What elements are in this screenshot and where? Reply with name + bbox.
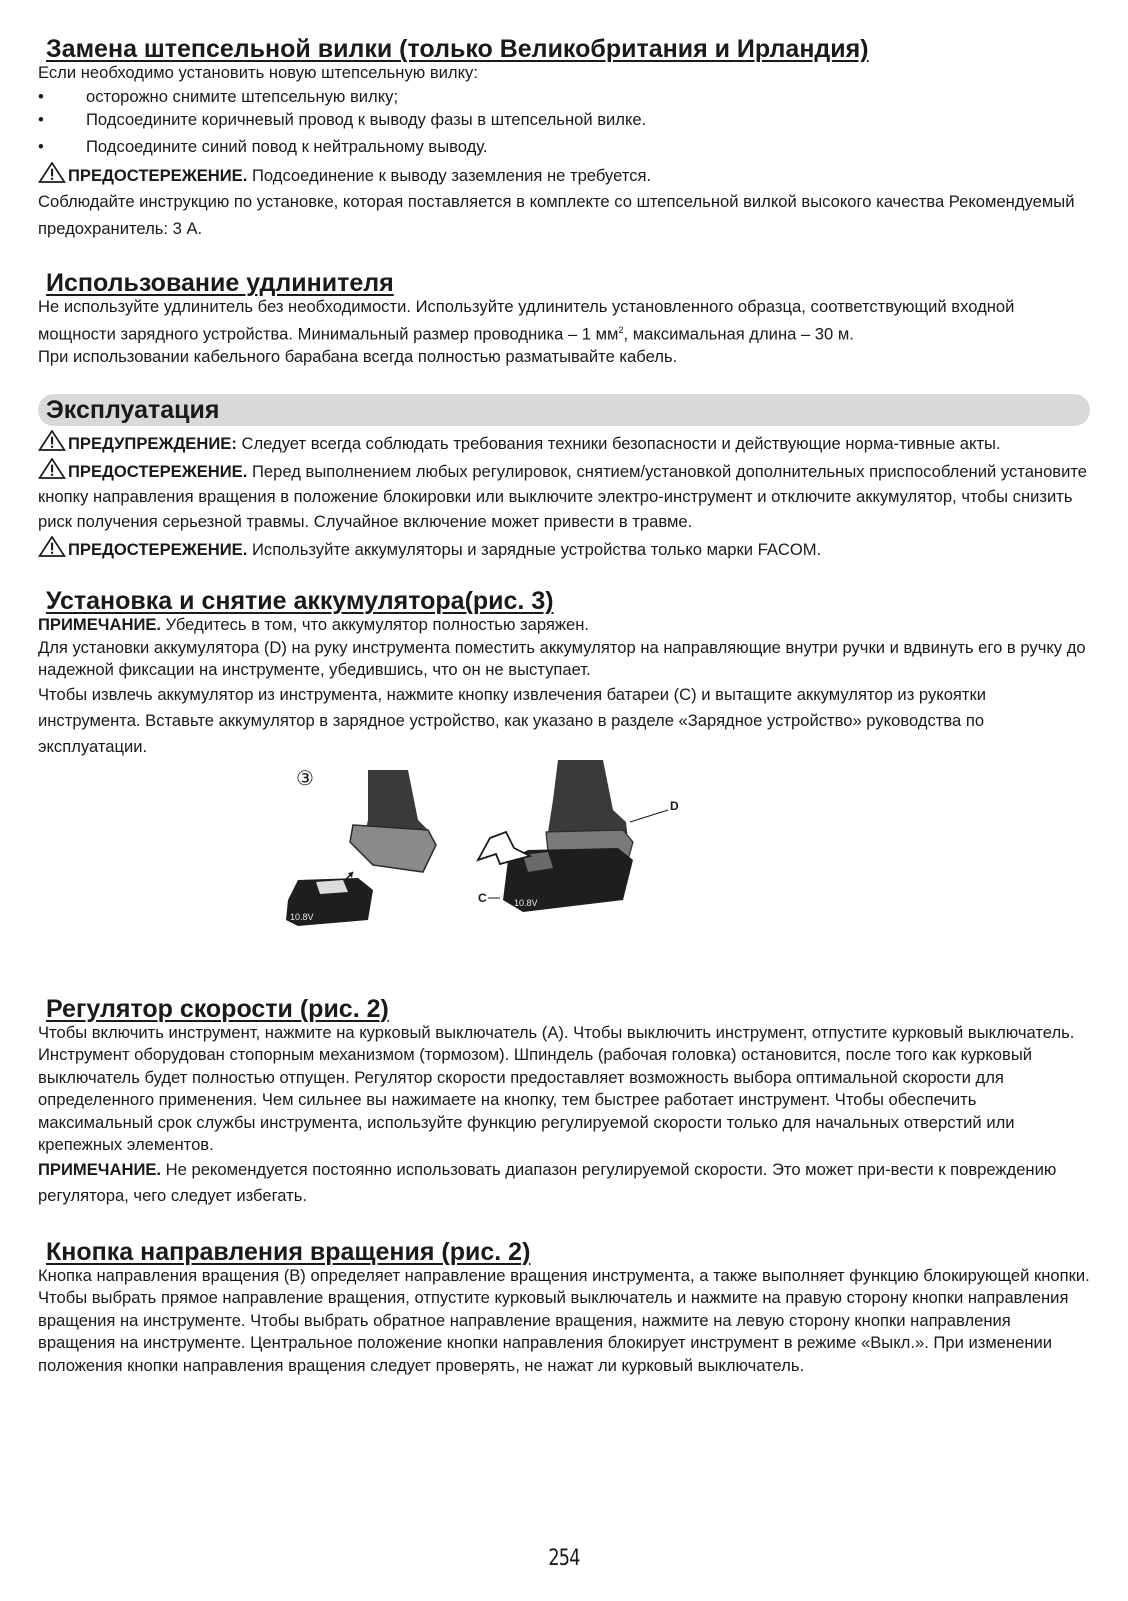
warning-text: Следует всегда соблюдать требования техники безопасности и действующие норма-тивные акты. [236,434,1001,454]
section-band-operation [38,394,1090,426]
battery-paragraph-2: Чтобы извлечь аккумулятор из инструмента, нажмите кнопку извлечения батареи (C) и вытащите аккумулятор из рукоятки инструмента. Вставьте аккумулятор в зарядное устройство, как указано в разделе «Зарядное устройство» руководства по эксплуатации. [38,684,987,756]
note-label: ПРИМЕЧАНИЕ. [38,615,162,635]
caution-label: ПРЕДОСТЕРЕЖЕНИЕ. [68,540,248,560]
bullet-text: Подсоедините синий повод к нейтральному выводу. [86,136,488,156]
speed-title: Регулятор скорости (рис. 2) [46,994,389,1023]
bullet-text: осторожно снимите штепсельную вилку; [86,86,399,106]
battery-voltage-text: 10.8V [290,911,314,922]
warning-triangle-icon [38,430,66,451]
label-d: D [670,798,679,813]
battery-note [38,614,1090,637]
bullet-text: Подсоедините коричневый провод к выводу фазы в штепсельной вилке. [86,110,647,129]
warning-label: ПРЕДУПРЕЖДЕНИЕ: [68,434,237,454]
plug-paragraph: Соблюдайте инструкцию по установке, которая поставляется в комплекте со штепсельной вилкой высокого качества Рекомендуемый предохранитель: 3 А. [38,192,1075,238]
figure-3 [38,760,1090,970]
direction-title: Кнопка направления вращения (рис. 2) [46,1237,531,1266]
bullet-dot: • [38,86,44,106]
caution-label: ПРЕДОСТЕРЕЖЕНИЕ. [68,462,248,482]
extension-paragraph-2: При использовании кабельного барабана всегда полностью разматывайте кабель. [38,346,678,366]
label-c: C [478,890,487,905]
operation-caution-1 [38,458,1090,534]
page-number: 254 [548,1546,580,1571]
list-item [38,85,1090,109]
superscript: 2 [618,324,624,335]
plug-bullet-list [38,85,1090,159]
caution-text: Перед выполнением любых регулировок, снятием/установкой дополнительных приспособлений установите кнопку направления вращения в положение блокировки или выключите электро-инструмент и отключите аккумулятор, чтобы снизить риск получения серьезной травмы. Случайное включение может привести в травме. [38,462,1088,532]
battery-paragraph-1: Для установки аккумулятора (D) на руку инструмента поместить аккумулятор на направляющие внутри ручки и вдвинуть его в ручку до надежной фиксации на инструменте, убедившись, что он не выступает. [38,637,1086,680]
plug-caution [38,162,1090,188]
direction-paragraph: Кнопка направления вращения (B) определяет направление вращения инструмента, а также выполняет функцию блокирующей кнопки. Чтобы выбрать прямое направление вращения, отпустите курковый выключатель и нажмите на правую сторону кнопки направления вращения на инструменте. Чтобы выбрать обратное направление вращения, нажмите на левую сторону кнопки направления вращения на инструменте. Центральное положение кнопки направления блокирует инструмент в режиме «Выкл.». При изменении положения кнопки направления вращения следует проверять, не нажат ли курковый выключатель. [38,1265,1090,1375]
note-text: Не рекомендуется постоянно использовать диапазон регулируемой скорости. Это может при-вести к повреждению регулятора, чего следует избегать. [38,1159,1057,1205]
caution-text: Используйте аккумуляторы и зарядные устройства только марки FACOM. [247,540,822,560]
document-page [38,36,1090,1377]
battery-install-illustration [278,760,698,970]
extension-title: Использование удлинителя [46,269,394,297]
caution-label: ПРЕДОСТЕРЕЖЕНИЕ. [68,166,248,185]
plug-title: Замена штепсельной вилки (только Великобритания и Ирландия) [46,35,869,63]
warning-triangle-icon [38,458,66,479]
extension-text-b: , максимальная длина – 30 м. [623,324,854,344]
speed-paragraph: Чтобы включить инструмент, нажмите на курковый выключатель (A). Чтобы выключить инструмент, отпустите курковый выключатель. Инструмент оборудован стопорным механизмом (тормозом). Шпиндель (рабочая головка) остановится, после того как курковый выключатель будет полностью отпущен. Регулятор скорости предоставляет возможность выбора оптимальной скорости для определенного применения. Чем сильнее вы нажимаете на кнопку, тем быстрее работает инструмент. Чтобы обеспечить максимальный срок службы инструмента, используйте функцию регулируемой скорости только для начальных отверстий или крепежных элементов. [38,1022,1075,1155]
battery-voltage-text: 10.8V [514,897,538,908]
extension-paragraph-1 [38,296,1090,346]
warning-triangle-icon [38,162,66,183]
plug-intro: Если необходимо установить новую штепсельную вилку: [38,63,478,82]
note-text: Убедитесь в том, что аккумулятор полностью заряжен. [161,615,589,635]
bullet-dot: • [38,110,44,129]
figure-number: ③ [296,767,314,790]
battery-title: Установка и снятие аккумулятора(рис. 3) [46,587,554,616]
warning-triangle-icon [38,536,66,557]
operation-title: Эксплуатация [46,395,220,424]
bullet-dot: • [38,136,44,156]
caution-text: Подсоединение к выводу заземления не требуется. [247,166,652,185]
extension-text-a: Не используйте удлинитель без необходимости. Используйте удлинитель установленного образца, соответствующий входной мощности зарядного устройства. Минимальный размер проводника – 1 мм [38,297,1015,344]
list-item [38,135,1090,159]
list-item [38,108,1090,132]
operation-caution-2 [38,536,1090,562]
speed-note [38,1157,1090,1209]
operation-warning [38,430,1090,456]
note-label: ПРИМЕЧАНИЕ. [38,1159,162,1179]
